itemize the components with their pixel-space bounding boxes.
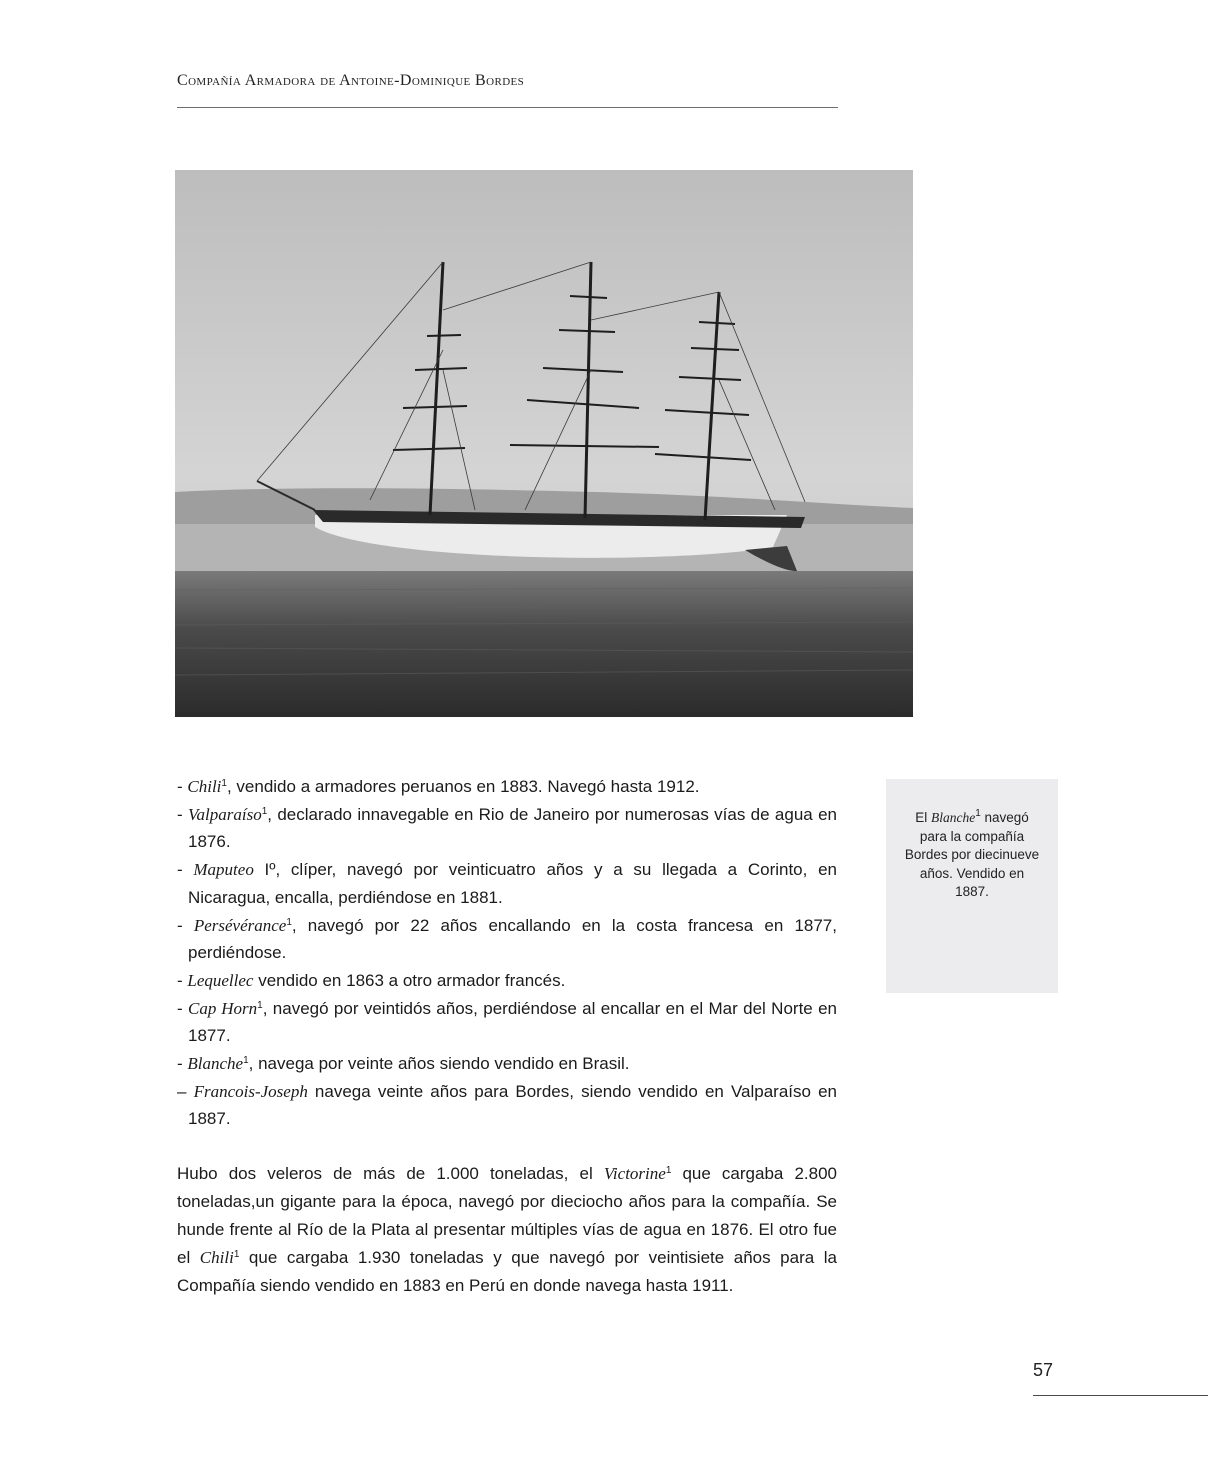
list-item: – Francois-Joseph navega veinte años para Bordes, siendo vendido en Valparaíso en 1887.	[177, 1081, 837, 1129]
header-rule	[177, 107, 838, 108]
ship-name: Blanche	[930, 810, 976, 825]
ship-name: Francois-Joseph	[193, 1081, 308, 1101]
body-paragraph: Hubo dos veleros de más de 1.000 toneladas, el Victorine$^1$ que cargaba 2.800 toneladas,un gigante para la época, navegó por dieciocho años para la compañía. Se hunde frente al Río de la Plata al presentar múltiples vías de agua en 1876. El otro fue el Chili$^1$ que cargaba 1.930 toneladas y que navegó por veintisiete años para la Compañía siendo vendido en 1883 en Perú en donde navega hasta 1911.	[177, 1164, 837, 1295]
ship-photo	[175, 170, 913, 717]
ship-name: Chili	[187, 777, 222, 796]
list-item: - Valparaíso$^1$, declarado innavegable en Rio de Janeiro por numerosas vías de agua en 1876.	[177, 804, 837, 852]
ship-name: Persévérance	[193, 915, 287, 935]
list-item: - Blanche$^1$, navega por veinte años siendo vendido en Brasil.	[177, 1054, 630, 1074]
ship-name: Lequellec	[187, 970, 254, 990]
sidebar-caption: El Blanche$^1$ navegó para la compañía Bordes por diecinueve años. Vendido en 1887.	[886, 779, 1058, 993]
ship-name: Victorine	[603, 1164, 666, 1183]
ship-list	[177, 773, 837, 1133]
ship-name: Valparaíso	[188, 804, 262, 824]
list-item: - Chili$^1$, vendido a armadores peruanos en 1883. Navegó hasta 1912.	[177, 777, 700, 796]
ship-name: Cap Horn	[188, 998, 258, 1018]
running-header: Compañía Armadora de Antoine-Dominique Bordes	[177, 72, 525, 89]
list-item: - Maputeo Iº, clíper, navegó por veinticuatro años y a su llegada a Corinto, en Nicaragua, encalla, perdiéndose en 1881.	[177, 860, 837, 907]
footer-rule	[1033, 1395, 1208, 1396]
list-item: - Lequellec vendido en 1863 a otro armador francés.	[177, 970, 566, 990]
ship-name: Maputeo	[193, 860, 254, 880]
list-item: - Persévérance$^1$, navegó por 22 años encallando en la costa francesa en 1877, perdiéndose.	[177, 915, 837, 963]
ship-name: Chili	[199, 1248, 234, 1267]
ship-name: Blanche	[187, 1054, 244, 1074]
list-item: - Cap Horn$^1$, navegó por veintidós años, perdiéndose al encallar en el Mar del Norte en 1877.	[177, 998, 838, 1046]
page-number: 57	[1033, 1360, 1054, 1380]
